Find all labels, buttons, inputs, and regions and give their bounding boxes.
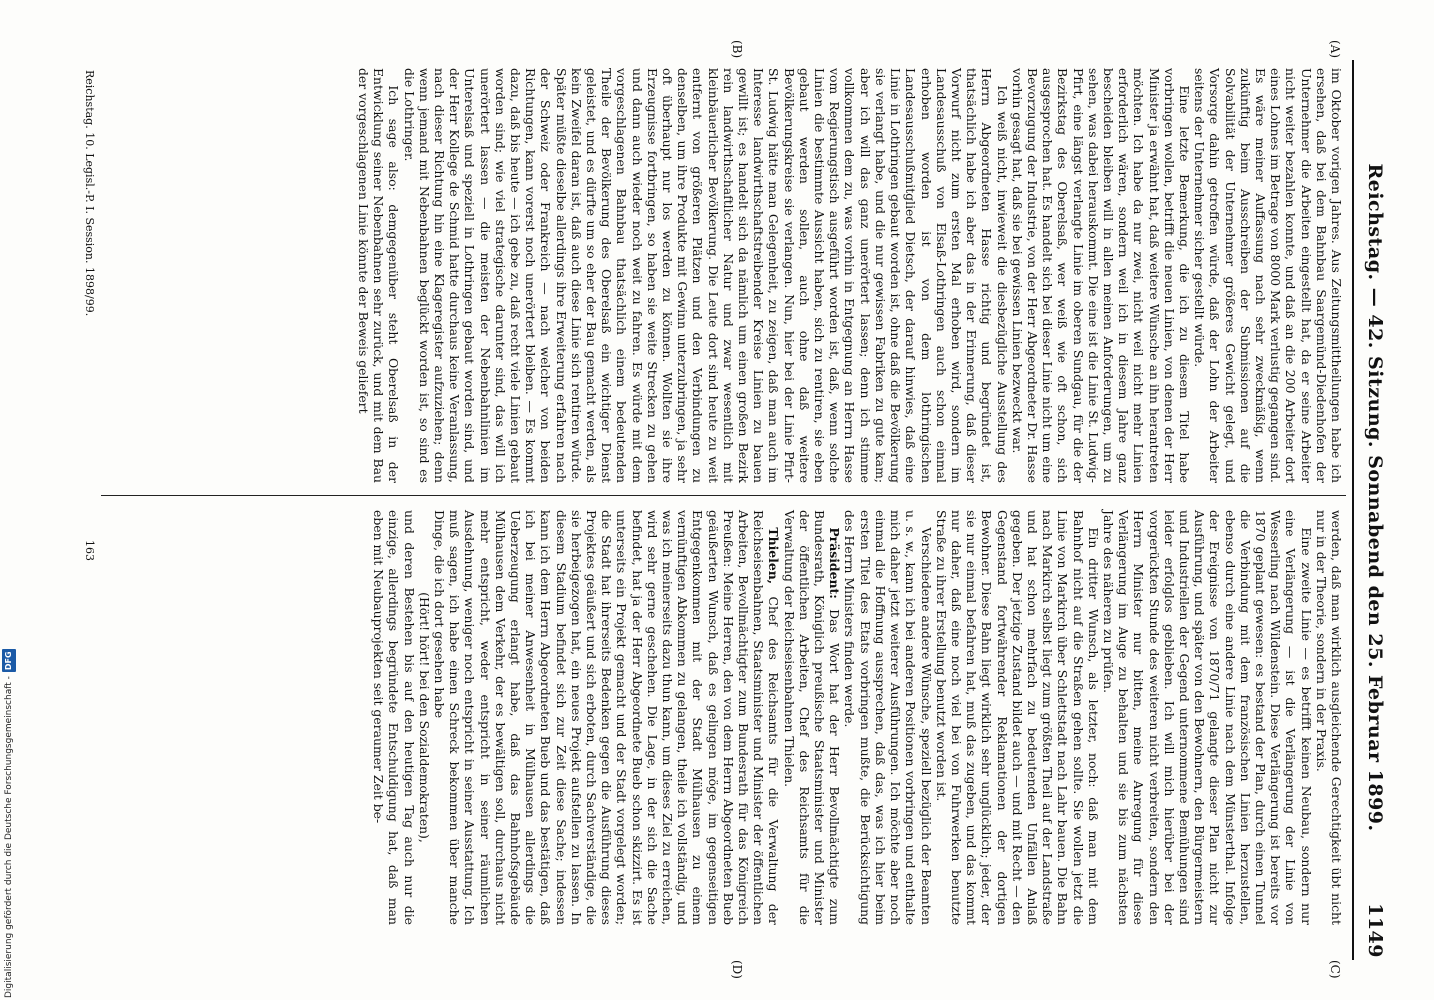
right-text-column — [371, 510, 1344, 925]
paragraph: Eine zweite Linie — es betrifft keinen Neubau, sondern nur eine Verlängerung — ist die Verlängerung der Linie von Wesserling nach Wildenstein. Diese Verlängerung ist bereits vor 1870 geplant gewesen: es bestand der Plan, durch einen Tunnel die Verbindung mit dem französischen Linien herzustellen, ebenso durch eine andere Linie nach dem Münsterthal. Infolge der Ereignisse von 1870/71 gelangte dieser Plan nicht zur Ausführung, und später von den Bewohnern, den Bürgermeistern und Industriellen der Gegend unternommene Bemühungen sind leider erfolglos geblieben. Ich will mich hierüber bei der vorgerückten Stunde des weiteren nicht verbreiten, sondern den Herrn Minister nur bitten, meine Anregung für diese Verlängerung im Auge zu behalten und sie bis zum nächsten Jahre des näheren zu prüfen. — [1100, 510, 1314, 925]
left-text-column — [356, 68, 1344, 483]
footer-session-info: Reichstag. 10. Legisl.-P. I. Session. 1898/99. — [83, 70, 96, 317]
speaker-name: Präsident: — [827, 527, 843, 599]
paragraph: Ein dritter Wunsch, als letzter, noch: daß man mit dem Bahnhof nicht auf die Straßen gehen sollte. Sie wollen jetzt die Linie von Markirch über Schlettstadt nach Lahr bauen. Die Bahn nach Markirch selbst liegt zum größten Theil auf der Landstraße und hat schon mehrfach zu bedeutenden Unfällen Anlaß gegeben. Der jetzige Zustand bildet auch — und mit Recht — den Gegenstand fortwährender Reklamationen der dortigen Bewohner. Diese Bahn liegt wirklich sehr unglücklich; jeder, der sie nur einmal befahren hat, muß das zugeben, und das kommt nur daher, daß eine noch viel bei von Fuhrwerken benutzte Straße zu ihrer Erstellung benutzt worden ist. — [933, 510, 1101, 925]
page-header — [1364, 52, 1404, 958]
margin-mark-d: (D) — [730, 960, 744, 979]
speaker-name: Thielen, — [766, 527, 782, 585]
paragraph: Ich sage also: demgegenüber steht Oberelsaß in der Entwicklung seiner Nebenbahnen sehr zurück, und mit dem Bau der vorgeschlagenen Linie könnte der Beweis geliefert — [356, 68, 402, 483]
paragraph — [781, 510, 842, 925]
paragraph: Verschiedene andere Wünsche, speziell bezüglich der Beamten u. s. w., kann ich bei anderen Positionen vorbringen und enthalte mich daher jetzt weiterer Ausführungen. Ich möchte aber noch einmal die Hoffnung aussprechen, daß das, was ich hier beim ersten Titel des Etats vorbringen mußte, die Berücksichtigung des Herrn Ministers finden werde. — [842, 510, 934, 925]
paragraph: im Oktober vorigen Jahres. Aus Zeitungsmittheilungen habe ich ersehen, daß bei dem Bahnbau Saargemünd-Diedenhofen der Unternehmer die Arbeiten eingestellt hat, da er seine Arbeiter nicht weiter bezahlen konnte, und daß an die 200 Arbeiter dort eines Lohnes im Betrage von 8000 Mark verlustig gegangen sind. Es wäre meiner Auffassung nach sehr zweckmäßig, wenn zukünftig beim Ausschreiben der Submissionen auf die Solvabilität der Unternehmer größeres Gewicht gelegt, und Vorsorge dahin getroffen würde, daß der Lohn der Arbeiter seitens der Unternehmer sicher gestellt würde. — [1192, 68, 1344, 483]
speech-text: Das Wort hat der Herr Bevollmächtigte zum Bundesrath, Königlich preußische Staatsminister und Minister der öffentlichen Arbeiten, Chef des Reichsamts für die Verwaltung der Reichseisenbahnen Thielen. — [781, 510, 843, 925]
interjection: (Hört! hört! bei den Sozialdemokraten), — [416, 592, 432, 843]
header-rule — [1352, 60, 1354, 960]
speech-text: Chef des Reichsamts für die Verwaltung der Reichseisenbahnen, Staatsminister und Minister der öffentlichen Arbeiten, Bevollmächtigter zum Bundesrath für das Königreich Preußen: Meine Herren, den von dem Herrn Abgeordneten Bueb geäußerten Wunsch, daß es gelingen möge, im gegenseitigen Entgegenkommen mit der Stadt Mülhausen zu einem vernünftigen Abkommen zu gelangen, theile ich vollständig, und was ich meinerseits dazu thun kann, um dieses Ziel zu erreichen, wird sehr gerne geschehen. Die Lage, in der sich die Sache befindet, hat ja der Herr Abgeordnete Bueb schon skizzirt. Es ist unterseits ein Projekt gemacht und der Stadt vorgelegt worden; die Stadt hat ihrerseits Bedenken gegen die Ausführung dieses Projektes geäußert und sich erboten, durch Sachverständige, die sie herbeigezogen hat, ein neues Projekt aufstellen zu lassen. In diesem Stadium befindet sich zur Zeit diese Sache; indessen kann ich dem Herrn Abgeordneten Bueb und das bestätigen, daß ich bei meiner Anwesenheit in Mülhausen allerdings die Ueberzeugung erlangt habe, daß das Bahnhofsgebäude Mülhausen dem Verkehr, der es bewältigen soll, durchaus nicht mehr entspricht, weder entspricht in seiner räumlichen Ausdehnung, weniger noch entspricht in seiner Ausstattung. Ich muß sagen, ich habe einen Schreck bekommen über manche Dinge, die ich dort gesehen habe — [432, 510, 782, 925]
paragraph: Eine letzte Bemerkung, die ich zu diesem Titel habe vorbringen wollen, betrifft die neuen Linien, von denen der Herr Minister ja erwähnt hat, daß weitere Wünsche an ihn herantreten möchten. Ich habe da nur zwei, nicht weil nicht mehr Linien erforderlich wären, sondern weil ich in diesem Jahre ganz bescheiden bleiben will in allen meinen Anforderungen, um zu sehen, was dabei herauskommt. Die eine ist die Linie St. Ludwig-Pfirt, eine längst verlangte Linie im oberen Sundgau, für die der Bezirkstag des Oberelsaß, wer weiß wie oft schon, sich ausgesprochen hat. Es handelt sich bei dieser Linie nicht um eine Bevorzugung der Industrie, von der Herr Abgeordneter Dr. Hasse vorhin gesagt hat, daß sie bei gewissen Linien bezweckt war. — [1009, 68, 1192, 483]
dfg-logo: DFG — [2, 649, 16, 672]
margin-mark-b: (B) — [730, 40, 744, 59]
paragraph — [432, 510, 782, 925]
header-title: Reichstag. — 42. Sitzung. Sonnabend den 25. Februar 1899. — [1364, 163, 1386, 832]
digitization-credit — [2, 602, 16, 998]
paragraph: werden, daß man wirklich ausgleichende Gerechtigkeit übt nicht nur in der Theorie, sondern in der Praxis. — [1313, 510, 1344, 925]
footer-signature-number: 163 — [83, 540, 96, 561]
margin-mark-c: (C) — [1328, 960, 1342, 979]
paragraph: und deren Bestehen bis auf den heutigen Tag auch nur die einzige, allerdings begründete Entschuldigung hat, daß man eben mit Neubauprojekten seit geraumer Zeit be- — [371, 510, 417, 925]
page-number: 1149 — [1364, 903, 1386, 958]
margin-mark-a: (A) — [1328, 40, 1342, 59]
paragraph: Ich weiß nicht, inwieweit die diesbezügliche Ausstellung des Herrn Abgeordneten Hasse richtig und begründet ist, thatsächlich habe ich aber das in der Erinnerung, daß dieser Vorwurf nicht zum ersten Mal erhoben wird, sondern im Landesausschuß von Elsaß-Lothringen auch schon einmal erhoben worden ist von dem lothringischen Landesausschußmitglied Dietsch, der darauf hinwies, daß eine Linie in Lothringen gebaut worden ist, ohne daß die Bevölkerung sie verlangt habe, und die nur gewissen Fabriken zu gute kam; aber ich will das ganz unerörtert lassen; denn ich stimme vollkommen dem zu, was vorhin in Entgegnung an Herrn Hasse vom Regierungstisch ausgeführt worden ist, daß, wenn solche Linien die bestimmte Aussicht haben, sich zu rentiren, sie eben gebaut werden sollen, auch ohne daß weitere Bevölkerungskreise sie verlangen. Nun, hier bei der Linie Pfirt-St. Ludwig hätte man Gelegenheit, zu zeigen, daß man auch im Interesse landwirthschaftstreibender Kreise Linien zu bauen gewillt ist; es handelt sich da nämlich um einen großen Bezirk rein landwirthschaftlicher Natur und zwar wesentlich mit kleinbäuerlicher Bevölkerung. Die Leute dort sind heute zu weit entfernt von größeren Plätzen und den Verbindungen zu denselben, um ihre Produkte mit Gewinn unterzubringen, ja sehr oft überhaupt nur los werden zu können. Wollten sie ihre Erzeugnisse fortbringen, so haben sie weite Strecken zu gehen und dann auch wieder noch weit zu fahren. Es würde mit dem vorgeschlagenen Bahnbau thatsächlich einem bedeutenden Theile der Bevölkerung des Oberelsaß ein wichtiger Dienst geleistet, und es dürfte um so eher der Bau gemacht werden, als kein Zweifel daran ist, daß auch diese Linie sich rentiren würde. Später müßte dieselbe allerdings ihre Erweiterung erfahren nach der Schweiz oder Frankreich — nach welcher von beiden Richtungen, kann vorerst noch unerörtert bleiben. — Es kommt dazu, daß bis heute — ich gebe zu, daß recht viele Linien gebaut worden sind; wie viel strategische darunter sind, das will ich unerörtert lassen — die meisten der Nebenbahnlinien im Unterelsaß und speziell in Lothringen gebaut worden sind, und der Herr Kollege de Schmid hatte durchaus keine Veranlassung, nach dieser Richtung hin eine Klageregister aufzuziehen; denn wenn jemand mit Nebenbahnen beglückt worden ist, so sind es die Lothringer. — [401, 68, 1010, 483]
column-divider — [101, 495, 1346, 496]
credit-text: Digitalisierung gefördert durch die Deutsche Forschungsgemeinschaft - — [4, 676, 14, 998]
